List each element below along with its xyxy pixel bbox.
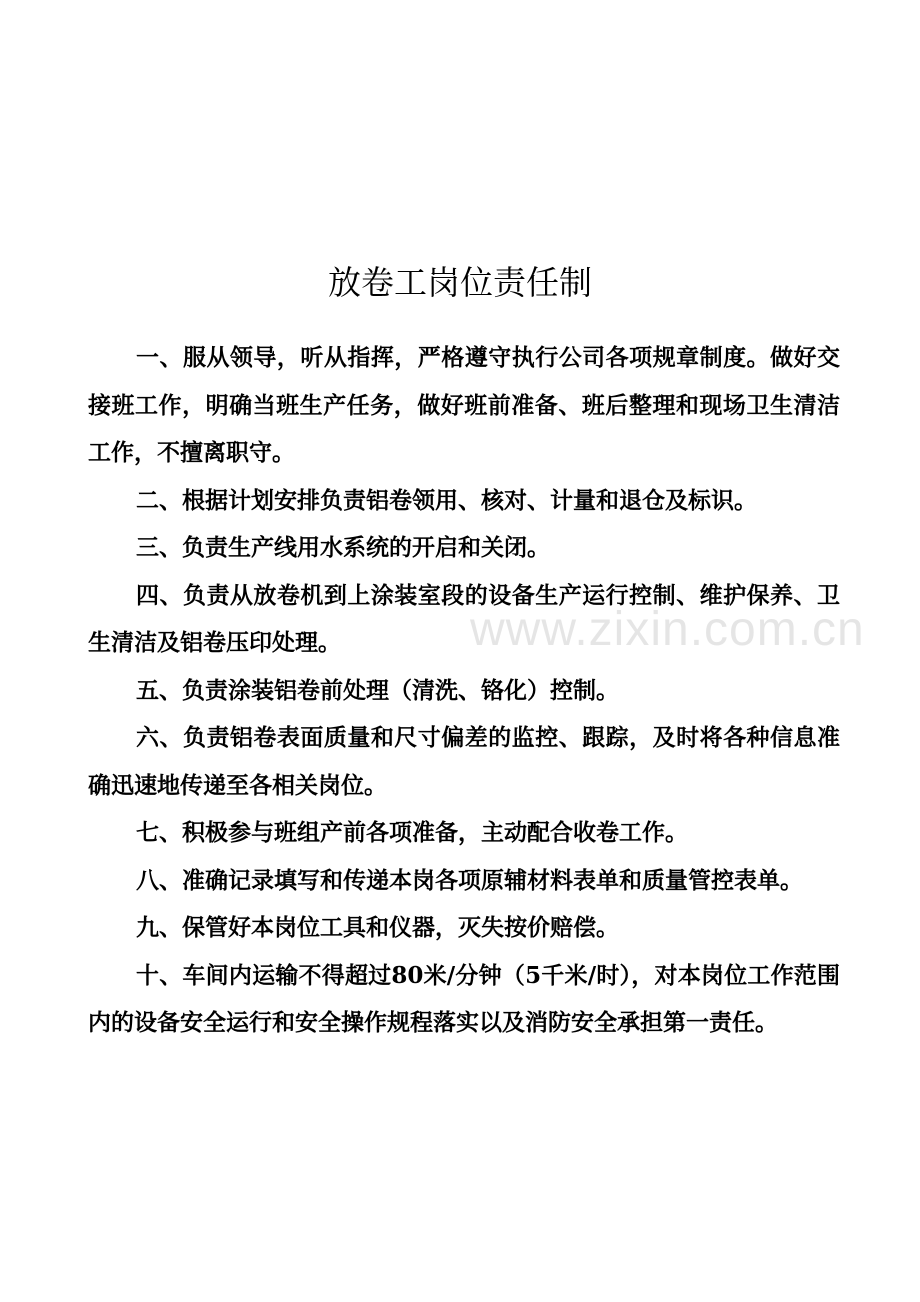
document-body	[88, 334, 865, 1047]
document-title: 放卷工岗位责任制	[328, 263, 592, 303]
paragraph-7: 七、积极参与班组产前各项准备，主动配合收卷工作。	[136, 819, 688, 846]
paragraph-5: 五、负责涂装铝卷前处理（清洗、铬化）控制。	[136, 676, 619, 704]
paragraph-10: 十、车间内运输不得超过80米/分钟（5千米/时），对本岗位工作范围内的设备安全运行和安全操作规程落实以及消防安全承担第一责任。	[88, 961, 840, 1036]
paragraph-6: 六、负责铝卷表面质量和尺寸偏差的监控、跟踪，及时将各种信息准确迅速地传递至各相关岗位。	[88, 724, 840, 799]
paragraph-4: 四、负责从放卷机到上涂装室段的设备生产运行控制、维护保养、卫生清洁及铝卷压印处理。	[88, 581, 840, 656]
paragraph-8: 八、准确记录填写和传递本岗各项原辅材料表单和质量管控表单。	[136, 866, 803, 894]
watermark: www.zixin.com.cn	[470, 603, 865, 656]
paragraph-3: 三、负责生产线用水系统的开启和关闭。	[136, 534, 550, 561]
paragraph-2: 二、根据计划安排负责铝卷领用、核对、计量和退仓及标识。	[136, 486, 757, 514]
paragraph-9: 九、保管好本岗位工具和仪器，灭失按价赔偿。	[136, 914, 619, 941]
paragraph-1: 一、服从领导，听从指挥，严格遵守执行公司各项规章制度。做好交接班工作，明确当班生产任务，做好班前准备、班后整理和现场卫生清洁工作，不擅离职守。	[88, 344, 840, 466]
